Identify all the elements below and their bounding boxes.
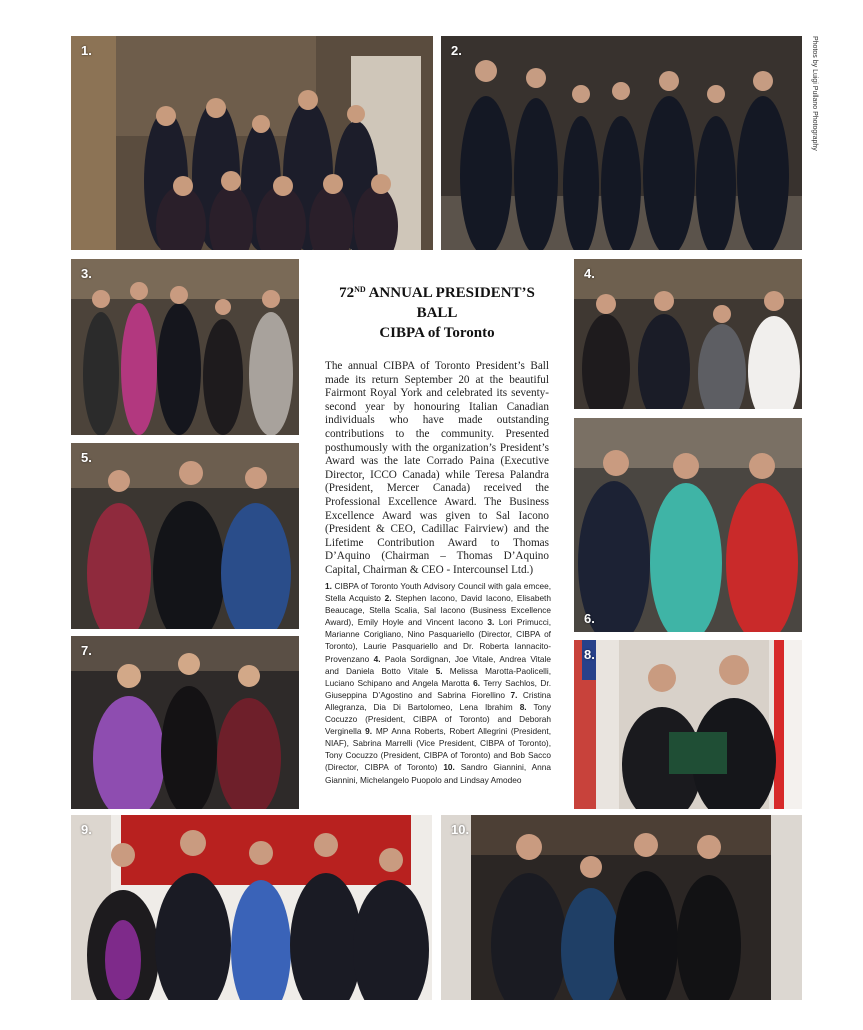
article <box>325 280 549 578</box>
caption-2: 2. Stephen Iacono, David Iacono, Elisabeth Beaucage, Stella Scalia, Sal Iacono (Business Excellence Award), Emily Hoyle and Vincent Iacono <box>325 593 551 628</box>
caption-7: 7. Cristina Allegranza, Dia Di Bartolomeo, Lena Ibrahim <box>325 689 552 712</box>
article-body: The annual CIBPA of Toronto President’s Ball made its return September 20 at the beautiful Fairmont Royal York and celebrated its seventy-second year by honouring Italian Canadian individuals who have made outstanding contributions to the community. Presented posthumously with the organization’s President’s Award was the late Corrado Paina (Executive Director, ICCO Canada) while Teresa Palandra (President, Mercer Canada) received the Professional Excellence Award. The Business Excellence Award was given to Sal Iacono (President & CEO, Cadillac Fairview) and the Lifetime Contribution Award to Thomas D’Aquino (Chairman – Thomas D’Aquino Capital, Chairman & CEO - Intercounsel Ltd.) <box>325 360 549 576</box>
photo-5-number: 5. <box>81 450 92 465</box>
article-title <box>325 280 549 323</box>
photo-6 <box>574 418 802 632</box>
photo-2-image <box>441 36 802 250</box>
photo-8-image <box>574 640 802 809</box>
caption-5: 5. Melissa Marotta-Paolicelli, Luciano Schipano and Angela Marotta <box>325 665 552 688</box>
photo-1-image <box>71 36 433 250</box>
title-text: ANNUAL PRESIDENT’S BALL <box>365 285 535 321</box>
photo-6-number: 6. <box>584 611 595 626</box>
photo-2-number: 2. <box>451 43 462 58</box>
photo-5-image <box>71 443 299 629</box>
photo-9-number: 9. <box>81 822 92 837</box>
caption-6: 6. Terry Sachlos, Dr. Giuseppina D’Agostino and Sabrina Fiorellino <box>325 677 552 700</box>
photo-6-image <box>574 418 802 632</box>
title-number: 72 <box>339 285 355 301</box>
caption-9: 9. MP Anna Roberts, Robert Allegrini (President, NIAF), Sabrina Marrelli (Vice President, CIBPA of Toronto), Tony Cocuzzo (President, CIBPA of Toronto) and Bob Sacco (Director, CIBPA of Toronto) <box>325 726 551 773</box>
photo-9 <box>71 815 432 1000</box>
photo-1 <box>71 36 433 250</box>
photo-7-number: 7. <box>81 643 92 658</box>
article-subtitle: CIBPA of Toronto <box>379 325 495 341</box>
photo-10-image <box>441 815 802 1000</box>
title-ordinal: ND <box>354 285 366 294</box>
photo-7 <box>71 636 299 809</box>
photo-captions <box>325 580 551 786</box>
photo-10 <box>441 815 802 1000</box>
caption-3: 3. Lori Primucci, Marianne Corigliano, Nino Pasquariello (Director, CIBPA of Toronto), Laurie Pasquariello and Dr. Roberta Iannacito-Provenzano <box>325 617 551 664</box>
photo-1-number: 1. <box>81 43 92 58</box>
caption-10: 10. Sandro Giannini, Anna Giannini, Michelangelo Puopolo and Lindsay Amodeo <box>325 762 551 785</box>
photo-2 <box>441 36 802 250</box>
photo-7-image <box>71 636 299 809</box>
photo-8 <box>574 640 802 809</box>
caption-1: 1. CIBPA of Toronto Youth Advisory Council with gala emcee, Stella Acquisto <box>325 581 552 604</box>
photo-8-number: 8. <box>584 647 595 662</box>
photo-10-number: 10. <box>451 822 470 837</box>
photo-4 <box>574 259 802 409</box>
photo-4-image <box>574 259 802 409</box>
photo-3 <box>71 259 299 435</box>
photo-3-number: 3. <box>81 266 92 281</box>
caption-4: 4. Paola Sordignan, Joe Vitale, Andrea Vitale and Daniela Botto Vitale <box>325 653 551 676</box>
photo-5 <box>71 443 299 629</box>
photo-credit-text: Photos by Luigi Pullano Photography <box>811 36 818 151</box>
photo-9-image <box>71 815 432 1000</box>
photo-credit <box>806 36 820 256</box>
photo-4-number: 4. <box>584 266 595 281</box>
caption-8: 8. Tony Cocuzzo (President, CIBPA of Toronto) and Deborah Verginella <box>325 701 551 737</box>
photo-3-image <box>71 259 299 435</box>
